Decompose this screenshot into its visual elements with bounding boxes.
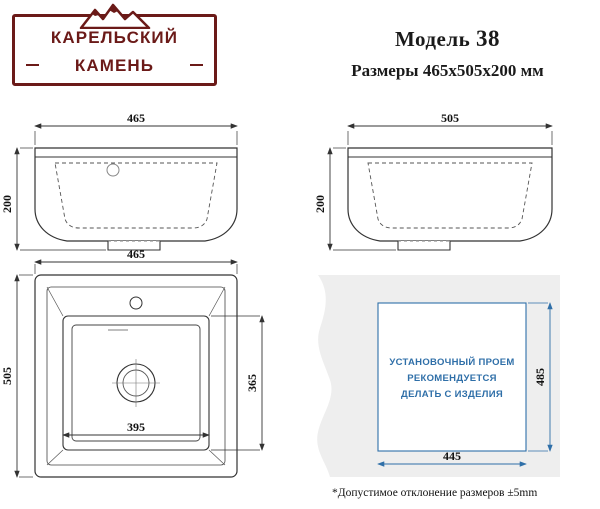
bowl-width-dim: 395 — [127, 420, 145, 434]
side-view — [313, 111, 552, 250]
side-width-dim: 505 — [441, 111, 459, 125]
cutout-text-line1: УСТАНОВОЧНЫЙ ПРОЕМ — [389, 357, 515, 368]
side-height-dim: 200 — [313, 195, 327, 213]
top-height-dim: 505 — [0, 367, 14, 385]
top-width-dim: 465 — [127, 247, 145, 261]
cutout-text-line3: ДЕЛАТЬ С ИЗДЕЛИЯ — [401, 389, 503, 400]
top-view — [0, 247, 262, 477]
tolerance-note: *Допустимое отклонение размеров ±5mm — [332, 487, 538, 499]
cutout-text-line2: РЕКОМЕНДУЕТСЯ — [407, 373, 497, 384]
front-view — [0, 111, 237, 250]
front-height-dim: 200 — [0, 195, 14, 213]
cutout-view — [317, 275, 560, 477]
logo-text-line1: КАРЕЛЬСКИЙ — [50, 28, 179, 47]
model-number: 38 — [476, 26, 501, 51]
logo-text-line2: КАМЕНЬ — [74, 56, 155, 75]
bowl-height-dim: 365 — [245, 374, 259, 392]
model-label: Модель — [394, 27, 471, 51]
dimensions-label: Размеры 465x505x200 мм — [351, 61, 544, 80]
cutout-width-dim: 445 — [443, 449, 461, 463]
front-width-dim: 465 — [127, 111, 145, 125]
cutout-height-dim: 485 — [533, 368, 547, 386]
